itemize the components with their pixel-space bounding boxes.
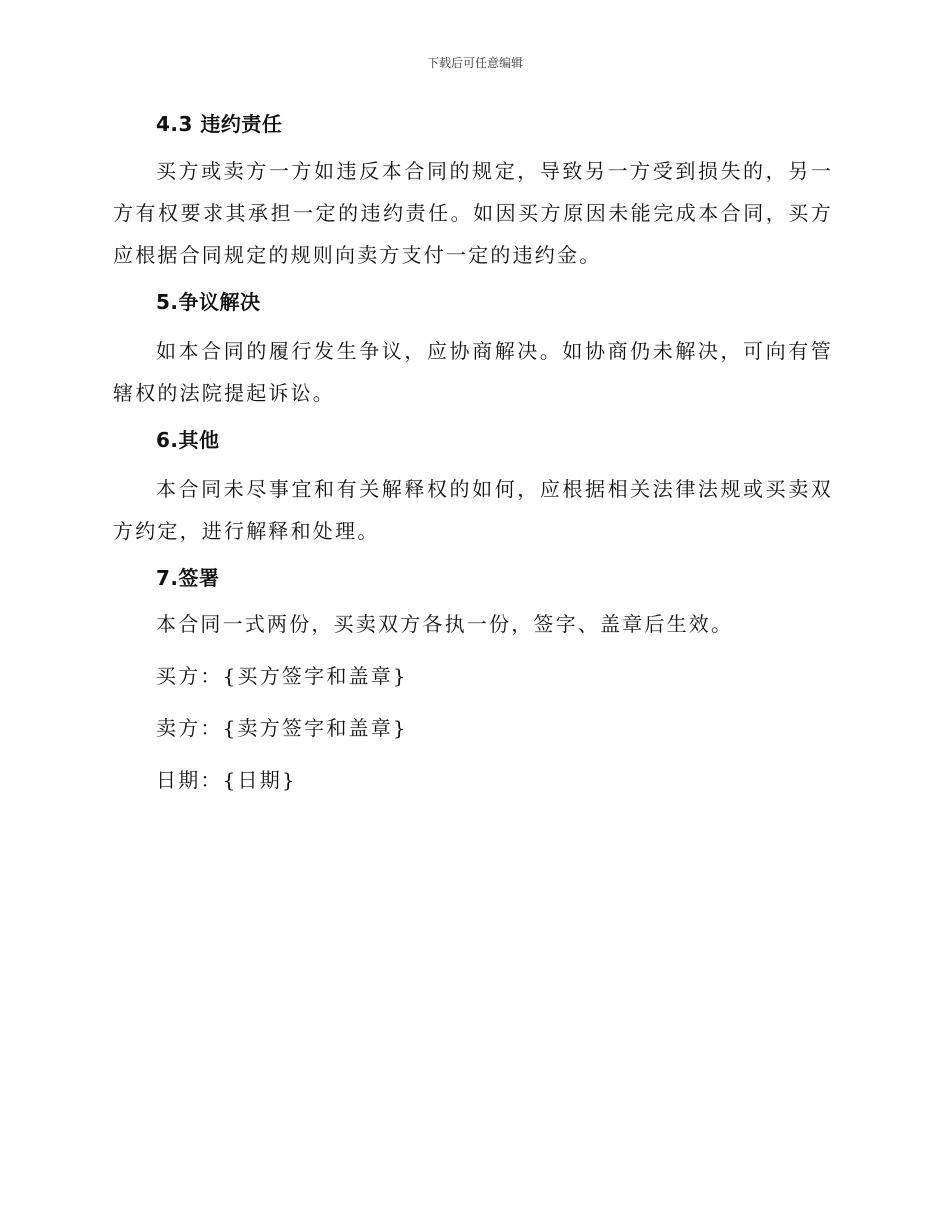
document-body [113,108,833,796]
date-line: 日期：{日期} [156,768,297,792]
page-header: 下载后可任意编辑 [426,56,523,70]
section-paragraph-dispute: 如本合同的履行发生争议，应协商解决。如协商仍未解决，可向有管辖权的法院提起诉讼。 [113,339,833,405]
section-heading-other: 6.其他 [156,428,220,452]
section-heading-signature: 7.签署 [156,566,220,590]
signature-statement: 本合同一式两份，买卖双方各执一份，签字、盖章后生效。 [156,612,734,636]
section-heading-dispute: 5.争议解决 [156,290,261,314]
section-heading-breach: 4.3 违约责任 [156,112,283,136]
seller-signature-line: 卖方：{卖方签字和盖章} [156,716,408,740]
section-paragraph-breach: 买方或卖方一方如违反本合同的规定，导致另一方受到损失的，另一方有权要求其承担一定的违约责任。如因买方原因未能完成本合同，买方应根据合同规定的规则向卖方支付一定的违约金。 [113,159,833,267]
buyer-signature-line: 买方：{买方签字和盖章} [156,664,408,688]
section-paragraph-other: 本合同未尽事宜和有关解释权的如何，应根据相关法律法规或买卖双方约定，进行解释和处理。 [113,477,833,543]
